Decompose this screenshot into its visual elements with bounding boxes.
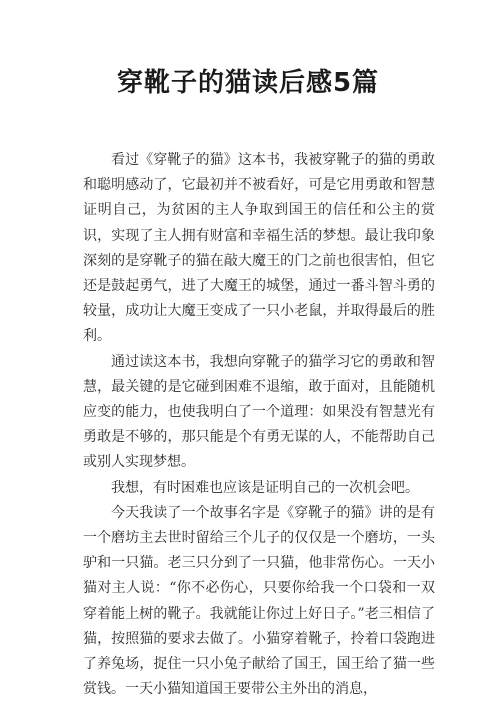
paragraph: 我想，有时困难也应该是证明自己的一次机会吧。 [111,479,419,496]
paragraph: 通过读这本书，我想向穿靴子的猫学习它的勇敢和智慧，最关键的是它碰到困难不退缩，敢于面对，且能随机应变的能力，也使我明白了一个道理：如果没有智慧光有勇敢是不够的，那只能是个有勇无谋的人，不能帮助自己或别人实现梦想。 [83,353,435,471]
paragraph: 今天我读了一个故事名字是《穿靴子的猫》讲的是有一个磨坊主去世时留给三个儿子的仅仅是一个磨坊，一头驴和一只猫。老三只分到了一只猫，他非常伤心。一天小猫对主人说：“你不必伤心，只要你给我一个口袋和一双穿着能上树的靴子。我就能让你过上好日子。”老三相信了猫，按照猫的要求去做了。小猫穿着靴子，拎着口袋跑进了养兔场，捉住一只小兔子献给了国王，国王给了猫一些赏钱。一天小猫知道国王要带公主外出的消息， [83,504,435,698]
document-title: 穿靴子的猫读后感5篇 [116,68,380,98]
paragraph: 看过《穿靴子的猫》这本书，我被穿靴子的猫的勇敢和聪明感动了，它最初并不被看好，可是它用勇敢和智慧证明自己，为贫困的主人争取到国王的信任和公主的赏识，实现了主人拥有财富和幸福生活的梦想。最让我印象深刻的是穿靴子的猫在敲大魔王的门之前也很害怕，但它还是鼓起勇气，进了大魔王的城堡，通过一番斗智斗勇的较量，成功让大魔王变成了一只小老鼠，并取得最后的胜利。 [83,152,435,345]
document-body [83,148,435,702]
